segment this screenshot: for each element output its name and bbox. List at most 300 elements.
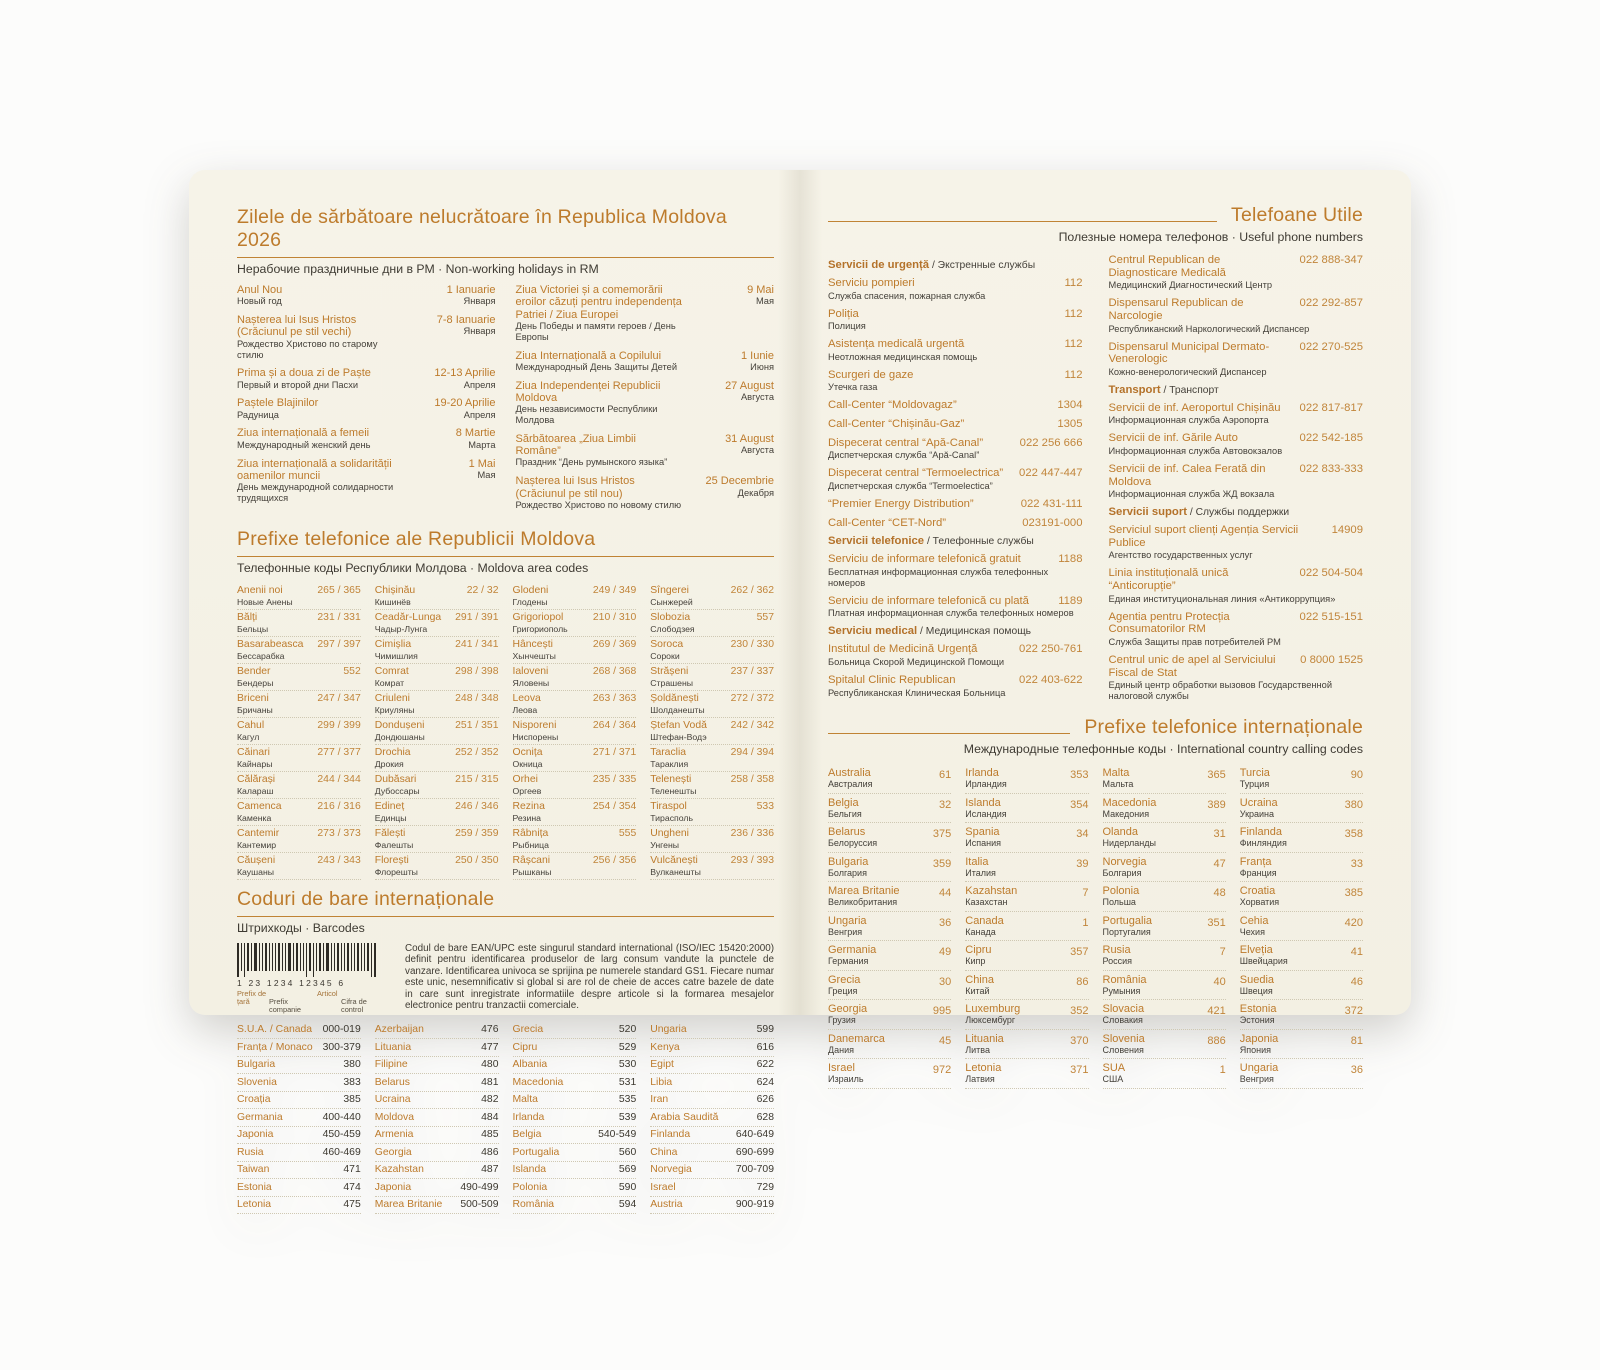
intl-country xyxy=(828,915,917,938)
barcode-country-code: 700-709 xyxy=(735,1164,774,1176)
city-name-ro: Strășeni xyxy=(650,665,689,677)
phone-entry xyxy=(828,418,1083,431)
barcode-country-code: 626 xyxy=(756,1094,774,1106)
barcode-country-row xyxy=(650,1197,774,1215)
intl-country-ro: Belarus xyxy=(828,826,866,839)
phone-entry-name: Serviciu de informare telefonică gratuit xyxy=(828,553,1021,566)
area-code-line xyxy=(375,774,499,786)
intl-country xyxy=(965,885,1054,908)
intl-country-ro: Macedonia xyxy=(1102,796,1157,809)
intl-country-code: 34 xyxy=(1076,828,1089,841)
city-name-ro: Cahul xyxy=(237,719,265,731)
barcode-country-code: 729 xyxy=(756,1181,774,1193)
city-name-ru: Каушаны xyxy=(237,866,274,877)
phone-entry-number: 022 542-185 xyxy=(1299,432,1363,445)
right-page xyxy=(800,170,1411,1085)
holiday-date xyxy=(412,367,496,390)
intl-code-row xyxy=(828,794,951,824)
city-name-ro: Taraclia xyxy=(650,746,687,758)
area-code-line xyxy=(650,639,774,651)
holiday-name-ru: День независимости Республики Молдова xyxy=(515,404,658,425)
intl-code-row xyxy=(1240,1030,1363,1060)
intl-country xyxy=(828,1062,917,1085)
holiday-name-ru: Международный женский день xyxy=(237,439,371,450)
city-name-ru: Новые Анены xyxy=(237,596,293,607)
phone-entry-name: Servicii de inf. Calea Ferată din Moldova xyxy=(1108,462,1266,488)
city-name-ro: Hâncești xyxy=(512,638,553,650)
intl-country-ro: Marea Britanie xyxy=(828,885,900,898)
intl-country-ro: Rusia xyxy=(1102,944,1131,957)
intl-country-code: 46 xyxy=(1350,975,1363,988)
holiday-month-ru: Мая xyxy=(755,296,774,307)
area-code-line xyxy=(375,612,499,624)
intl-country-code: 32 xyxy=(939,798,952,811)
intl-country-ru: Италия xyxy=(965,867,996,878)
holiday-name xyxy=(516,350,683,373)
intl-country-ru: Великобритания xyxy=(828,897,898,908)
area-code-row xyxy=(375,745,499,772)
intl-country-code: 380 xyxy=(1344,798,1363,811)
barcode-country-column xyxy=(375,1022,499,1215)
intl-country-ru: Румыния xyxy=(1102,985,1141,996)
intl-codes-column xyxy=(1240,764,1363,1089)
area-code-row xyxy=(513,718,637,745)
intl-code-row xyxy=(1103,941,1226,971)
holiday-name-ro: Anul Nou xyxy=(237,284,283,296)
city-code: 252 / 352 xyxy=(455,746,499,758)
barcode-country-name: Finlanda xyxy=(650,1129,691,1141)
holiday-date-value: 25 Decembrie xyxy=(705,475,774,488)
area-code-line xyxy=(513,585,637,597)
phone-section-heading-ro: Transport xyxy=(1108,383,1161,396)
intl-country-ro: Malta xyxy=(1102,767,1130,780)
barcode-country-name: Croația xyxy=(237,1094,271,1106)
barcode-country-row xyxy=(650,1109,774,1127)
city-name-ro: Camenca xyxy=(237,800,282,812)
intl-code-row xyxy=(965,971,1088,1001)
barcode-country-name: S.U.A. / Canada xyxy=(237,1024,313,1036)
barcode-country-row xyxy=(237,1039,361,1057)
holiday-name-ro: Ziua Independenței Republicii Moldova xyxy=(515,379,661,404)
city-name-ru: Бендеры xyxy=(237,677,274,688)
city-code: 557 xyxy=(756,611,774,623)
intl-country-ro: Franța xyxy=(1239,855,1272,868)
area-code-row xyxy=(513,583,637,610)
phone-entry-name: Call-Center “Moldovagaz” xyxy=(828,399,957,412)
holiday-date-value: 8 Martie xyxy=(455,427,496,440)
area-code-line xyxy=(513,612,637,624)
area-code-line xyxy=(650,720,774,732)
intl-country-code: 385 xyxy=(1344,887,1363,900)
intl-country-ru: Люксембург xyxy=(965,1015,1016,1026)
phone-section-heading xyxy=(1109,506,1364,519)
intl-code-row xyxy=(1103,912,1226,942)
barcode-country-name: Taiwan xyxy=(237,1164,270,1176)
barcode-country-code: 482 xyxy=(481,1094,499,1106)
intl-country-code: 995 xyxy=(932,1005,952,1018)
phone-entry xyxy=(828,674,1083,699)
barcode-country-name: Israel xyxy=(650,1181,676,1193)
intl-country-ro: Estonia xyxy=(1239,1003,1277,1016)
city-code: 293 / 393 xyxy=(730,854,774,866)
intl-country-code: 7 xyxy=(1219,946,1226,959)
city-code: 256 / 356 xyxy=(592,854,637,866)
holiday-name-ro: Nașterea lui Isus Hristos (Crăciunul pe stil vechi) xyxy=(237,314,357,339)
intl-country xyxy=(828,797,917,820)
intl-country-ro: Bulgaria xyxy=(828,855,869,868)
intl-code-row xyxy=(1240,1059,1363,1089)
holiday-item xyxy=(237,367,496,390)
barcode-country-code: 520 xyxy=(618,1024,637,1036)
intl-country-ro: Spania xyxy=(965,826,1000,839)
phone-entry-number: 112 xyxy=(1064,307,1083,320)
intl-country-code: 1 xyxy=(1219,1064,1226,1077)
barcode-country-row xyxy=(375,1162,499,1180)
intl-country-code: 36 xyxy=(939,916,952,929)
barcode-country-code: 900-919 xyxy=(735,1199,774,1211)
intl-code-row xyxy=(1103,853,1226,883)
intl-country-ru: Ирландия xyxy=(965,779,1007,790)
area-code-line xyxy=(237,747,361,759)
intl-country xyxy=(1240,767,1329,790)
book-spread xyxy=(189,170,1411,1211)
holidays-rule xyxy=(237,257,774,258)
intl-code-row xyxy=(965,823,1088,853)
barcode-country-code: 450-459 xyxy=(322,1129,361,1141)
city-code: 248 / 348 xyxy=(455,692,499,704)
barcode-country-row xyxy=(650,1144,774,1162)
area-code-row xyxy=(513,826,637,853)
area-codes-column xyxy=(650,583,774,880)
phone-entry xyxy=(828,277,1083,302)
intl-code-row xyxy=(965,764,1088,794)
city-code: 230 / 330 xyxy=(730,638,774,650)
intl-code-row xyxy=(1103,823,1226,853)
phone-entry-name-ru: Информационная служба ЖД вокзала xyxy=(1108,489,1275,500)
barcode-country-name: Austria xyxy=(650,1199,683,1211)
holiday-name-ru: День международной солидарности трудящихся xyxy=(237,482,394,503)
intl-country xyxy=(1240,797,1329,820)
phone-entry-number: 022 833-333 xyxy=(1299,462,1363,475)
intl-country-ro: Danemarca xyxy=(828,1032,885,1045)
barcode-country-code: 622 xyxy=(756,1059,774,1071)
phone-entry-line xyxy=(828,517,1083,530)
phone-entry-name: Scurgeri de gaze xyxy=(828,368,914,381)
phones-title: Telefoane Utile xyxy=(1231,204,1363,226)
barcode-country-row xyxy=(237,1074,361,1092)
phone-entry-number: 022 888-347 xyxy=(1299,254,1363,266)
holiday-name xyxy=(237,367,404,390)
phone-entry-name-ru: Больница Скорой Медицинской Помощи xyxy=(828,657,1005,667)
area-code-line xyxy=(375,855,499,867)
intl-codes-column xyxy=(828,764,951,1089)
area-code-row xyxy=(513,637,637,664)
holiday-name-ru: Радуница xyxy=(237,409,279,420)
barcode-country-code: 616 xyxy=(756,1041,774,1053)
holiday-date-value: 12-13 Aprilie xyxy=(434,367,496,380)
intl-country xyxy=(828,767,917,790)
barcode-country-row xyxy=(237,1109,361,1127)
barcode-country-name: Kenya xyxy=(650,1041,680,1053)
phone-entry-line xyxy=(1109,524,1364,549)
city-name-ru: Хынчешты xyxy=(512,650,556,661)
intl-country-ro: Ucraina xyxy=(1239,796,1278,809)
city-name-ru: Леова xyxy=(512,704,538,715)
intl-country xyxy=(965,797,1054,820)
barcode-country-name: Polonia xyxy=(512,1181,548,1193)
area-code-row xyxy=(237,853,361,880)
intl-country xyxy=(1240,1062,1329,1085)
intl-country-code: 372 xyxy=(1344,1005,1363,1018)
phone-entry-line xyxy=(828,595,1083,608)
phone-entry-name-ru: Платная информационная служба телефонных номеров xyxy=(828,608,1074,619)
phone-entry-name-ru: Кожно-венерологический Диспансер xyxy=(1108,366,1267,377)
city-name-ru: Бричаны xyxy=(237,704,273,715)
area-code-line xyxy=(237,828,361,840)
intl-code-row xyxy=(828,853,951,883)
intl-country xyxy=(828,885,917,908)
phone-entry xyxy=(1109,524,1364,561)
barcode-country-code: 486 xyxy=(481,1146,499,1158)
area-code-line xyxy=(513,828,637,840)
intl-country xyxy=(965,1033,1054,1056)
area-codes-title: Prefixe telefonice ale Republicii Moldova xyxy=(237,527,596,550)
city-code: 262 / 362 xyxy=(730,584,774,596)
area-code-line xyxy=(375,801,499,813)
barcode-country-code: 624 xyxy=(756,1076,774,1088)
city-code: 22 / 32 xyxy=(466,584,499,596)
intl-country-ru: Кипр xyxy=(965,956,986,967)
city-name-ro: Slobozia xyxy=(650,611,691,623)
phone-entry-name: Poliția xyxy=(828,307,859,320)
phone-entry-line xyxy=(1109,654,1364,679)
intl-country-code: 375 xyxy=(932,828,952,841)
intl-country-code: 420 xyxy=(1344,916,1363,929)
area-code-row xyxy=(513,799,637,826)
intl-country xyxy=(1103,856,1192,879)
intl-country-code: 36 xyxy=(1350,1064,1363,1077)
intl-country xyxy=(1240,856,1329,879)
intl-codes-subtitle: Международные телефонные коды · International country calling codes xyxy=(963,742,1363,757)
intl-code-row xyxy=(965,794,1088,824)
barcode-country-name: Azerbaijan xyxy=(374,1024,424,1036)
phone-entry-number: 022 250-761 xyxy=(1019,643,1083,656)
phone-entry-name: Spitalul Clinic Republican xyxy=(828,673,956,686)
holiday-name xyxy=(516,433,683,468)
intl-country-ro: Islanda xyxy=(965,796,1001,809)
barcode-country-row xyxy=(650,1127,774,1145)
intl-country-ru: Македония xyxy=(1102,808,1150,819)
intl-code-row xyxy=(828,1059,951,1089)
phone-entry-line xyxy=(828,643,1083,656)
area-code-line xyxy=(237,801,361,813)
phones-header xyxy=(828,204,1363,244)
intl-country-ru: Хорватия xyxy=(1239,897,1280,908)
holidays-subtitle: Нерабочие праздничные дни в РМ · Non-working holidays in RM xyxy=(237,262,599,276)
phone-entry-line xyxy=(828,467,1083,480)
city-name-ru: Дубоссары xyxy=(374,785,420,796)
area-codes-column xyxy=(513,583,637,880)
phone-entry-number: 1188 xyxy=(1058,553,1083,566)
city-name-ro: Florești xyxy=(374,854,409,866)
phone-section-heading xyxy=(1109,384,1364,397)
barcode-country-code: 500-509 xyxy=(460,1199,499,1211)
phone-entry-name: Servicii de inf. Gările Auto xyxy=(1108,432,1238,445)
city-code: 271 / 371 xyxy=(592,746,637,758)
barcode-labels xyxy=(237,988,387,1014)
intl-country xyxy=(828,856,917,879)
intl-code-row xyxy=(828,912,951,942)
intl-country-code: 90 xyxy=(1350,769,1363,782)
barcode-country-name: Belarus xyxy=(374,1076,410,1088)
barcode-label-article: Articol xyxy=(317,988,338,998)
barcode-country-row xyxy=(375,1144,499,1162)
phone-entry-number: 022 256 666 xyxy=(1019,436,1083,449)
intl-country xyxy=(965,1003,1054,1026)
barcode-country-name: Macedonia xyxy=(512,1076,564,1088)
area-code-row xyxy=(237,718,361,745)
phone-entry-name: Asistența medicală urgentă xyxy=(828,338,965,351)
intl-country-ru: Австралия xyxy=(828,779,873,790)
city-code: 247 / 347 xyxy=(317,692,361,704)
city-name-ro: Sîngerei xyxy=(650,584,689,596)
phone-entry-name: Call-Center “Chișinău-Gaz” xyxy=(828,418,965,431)
intl-country-ro: Elveția xyxy=(1239,944,1273,957)
city-name-ro: Ștefan Vodă xyxy=(650,719,707,731)
intl-codes-header xyxy=(828,716,1363,756)
barcode-country-name: Letonia xyxy=(237,1199,272,1211)
phone-entry-number: 022 447-447 xyxy=(1019,467,1083,480)
barcode-intro xyxy=(237,943,774,1014)
city-name-ro: Râșcani xyxy=(512,854,551,866)
barcode-country-name: Moldova xyxy=(374,1111,415,1123)
holidays-title: Zilele de sărbătoare nelucrătoare în Republica Moldova 2026 xyxy=(237,206,727,251)
city-name-ro: Șoldănești xyxy=(650,692,699,704)
barcode-country-row xyxy=(375,1057,499,1075)
holidays-column-2 xyxy=(516,284,775,518)
barcode-country-name: Ungaria xyxy=(650,1024,687,1036)
intl-country-ru: Грузия xyxy=(828,1015,856,1026)
phones-rule xyxy=(828,221,1217,222)
phone-entry-line xyxy=(828,369,1083,382)
phone-entry-name: Centrul Republican de Diagnosticare Medicală xyxy=(1108,254,1226,279)
city-name-ru: Чадыр-Лунга xyxy=(374,623,428,634)
city-name-ro: Leova xyxy=(512,692,541,704)
holiday-name-ru: Рождество Христово по новому стилю xyxy=(515,499,682,510)
area-code-row xyxy=(650,610,774,637)
phone-entry xyxy=(828,553,1083,589)
intl-country-ru: Словакия xyxy=(1102,1015,1143,1026)
barcode-country-code: 475 xyxy=(343,1199,361,1211)
intl-code-row xyxy=(965,941,1088,971)
barcode-country-row xyxy=(375,1022,499,1040)
intl-country xyxy=(1240,944,1329,967)
area-codes-column xyxy=(375,583,499,880)
intl-country-ro: Kazahstan xyxy=(965,885,1018,898)
barcode-country-name: Cipru xyxy=(512,1041,538,1053)
area-code-line xyxy=(237,720,361,732)
holiday-date xyxy=(412,397,496,420)
intl-code-row xyxy=(828,941,951,971)
holiday-item xyxy=(237,427,496,450)
barcode-country-name: Arabia Saudită xyxy=(650,1111,719,1123)
intl-country-ru: Бельгия xyxy=(828,808,862,819)
phone-entry-line xyxy=(1109,463,1364,488)
intl-code-row xyxy=(965,1000,1088,1030)
holiday-month-ru: Декабря xyxy=(737,487,774,498)
city-name-ru: Штефан-Водэ xyxy=(650,731,707,742)
city-name-ru: Рышканы xyxy=(512,866,552,877)
phone-entry-line xyxy=(828,674,1083,687)
area-code-line xyxy=(650,774,774,786)
holiday-item xyxy=(237,284,496,307)
city-name-ro: Vulcănești xyxy=(650,854,698,866)
area-code-row xyxy=(650,637,774,664)
left-page-content xyxy=(189,170,800,1214)
barcode-country-name: Georgia xyxy=(374,1146,412,1158)
city-name-ro: Chișinău xyxy=(374,584,416,596)
city-name-ru: Дрокия xyxy=(374,758,404,769)
phone-entry xyxy=(1109,341,1364,378)
phone-entry-name: Linia instituțională unică “Anticorupție” xyxy=(1108,567,1229,593)
intl-country-ro: Olanda xyxy=(1102,826,1138,839)
intl-country-code: 47 xyxy=(1213,857,1226,870)
city-name-ru: Кайнары xyxy=(237,758,273,769)
city-name-ro: Criuleni xyxy=(374,692,410,704)
barcode-country-row xyxy=(237,1022,361,1040)
city-name-ru: Шолданешты xyxy=(650,704,705,715)
phone-entry-number: 022 403-622 xyxy=(1019,673,1083,686)
intl-country-code: 30 xyxy=(939,975,952,988)
phone-section-heading-ro: Servicii suport xyxy=(1108,506,1187,519)
city-name-ru: Глодены xyxy=(512,596,548,607)
intl-country-ro: România xyxy=(1102,973,1147,986)
intl-code-row xyxy=(1103,1030,1226,1060)
phone-entry xyxy=(828,308,1083,333)
area-code-row xyxy=(650,772,774,799)
phone-entry-name-ru: Служба Защиты прав потребителей РМ xyxy=(1108,636,1281,647)
phone-entry xyxy=(828,643,1083,668)
intl-country-ro: Ungaria xyxy=(1239,1062,1279,1075)
intl-country-ro: Israel xyxy=(828,1062,855,1075)
intl-country xyxy=(1240,974,1329,997)
area-code-line xyxy=(237,612,361,624)
area-code-row xyxy=(375,583,499,610)
city-name-ro: Rezina xyxy=(512,800,545,812)
city-code: 265 / 365 xyxy=(317,584,361,596)
area-code-row xyxy=(237,799,361,826)
intl-country-ru: Греция xyxy=(828,985,858,996)
area-code-row xyxy=(237,772,361,799)
area-codes-table xyxy=(237,583,774,880)
city-name-ru: Оргеев xyxy=(512,785,542,796)
area-code-line xyxy=(375,828,499,840)
area-code-row xyxy=(650,583,774,610)
barcode-country-code: 485 xyxy=(481,1129,499,1141)
intl-country-ru: Франция xyxy=(1239,867,1277,878)
area-code-row xyxy=(513,610,637,637)
intl-code-row xyxy=(828,764,951,794)
barcode-country-row xyxy=(650,1022,774,1040)
area-code-line xyxy=(650,666,774,678)
intl-country xyxy=(828,1003,917,1026)
city-name-ru: Кагул xyxy=(237,731,260,742)
city-code: 231 / 331 xyxy=(317,611,361,623)
area-codes-header xyxy=(237,528,774,575)
city-code: 297 / 397 xyxy=(317,638,361,650)
intl-country-ru: Словения xyxy=(1102,1044,1144,1055)
intl-country-code: 1 xyxy=(1082,916,1089,929)
